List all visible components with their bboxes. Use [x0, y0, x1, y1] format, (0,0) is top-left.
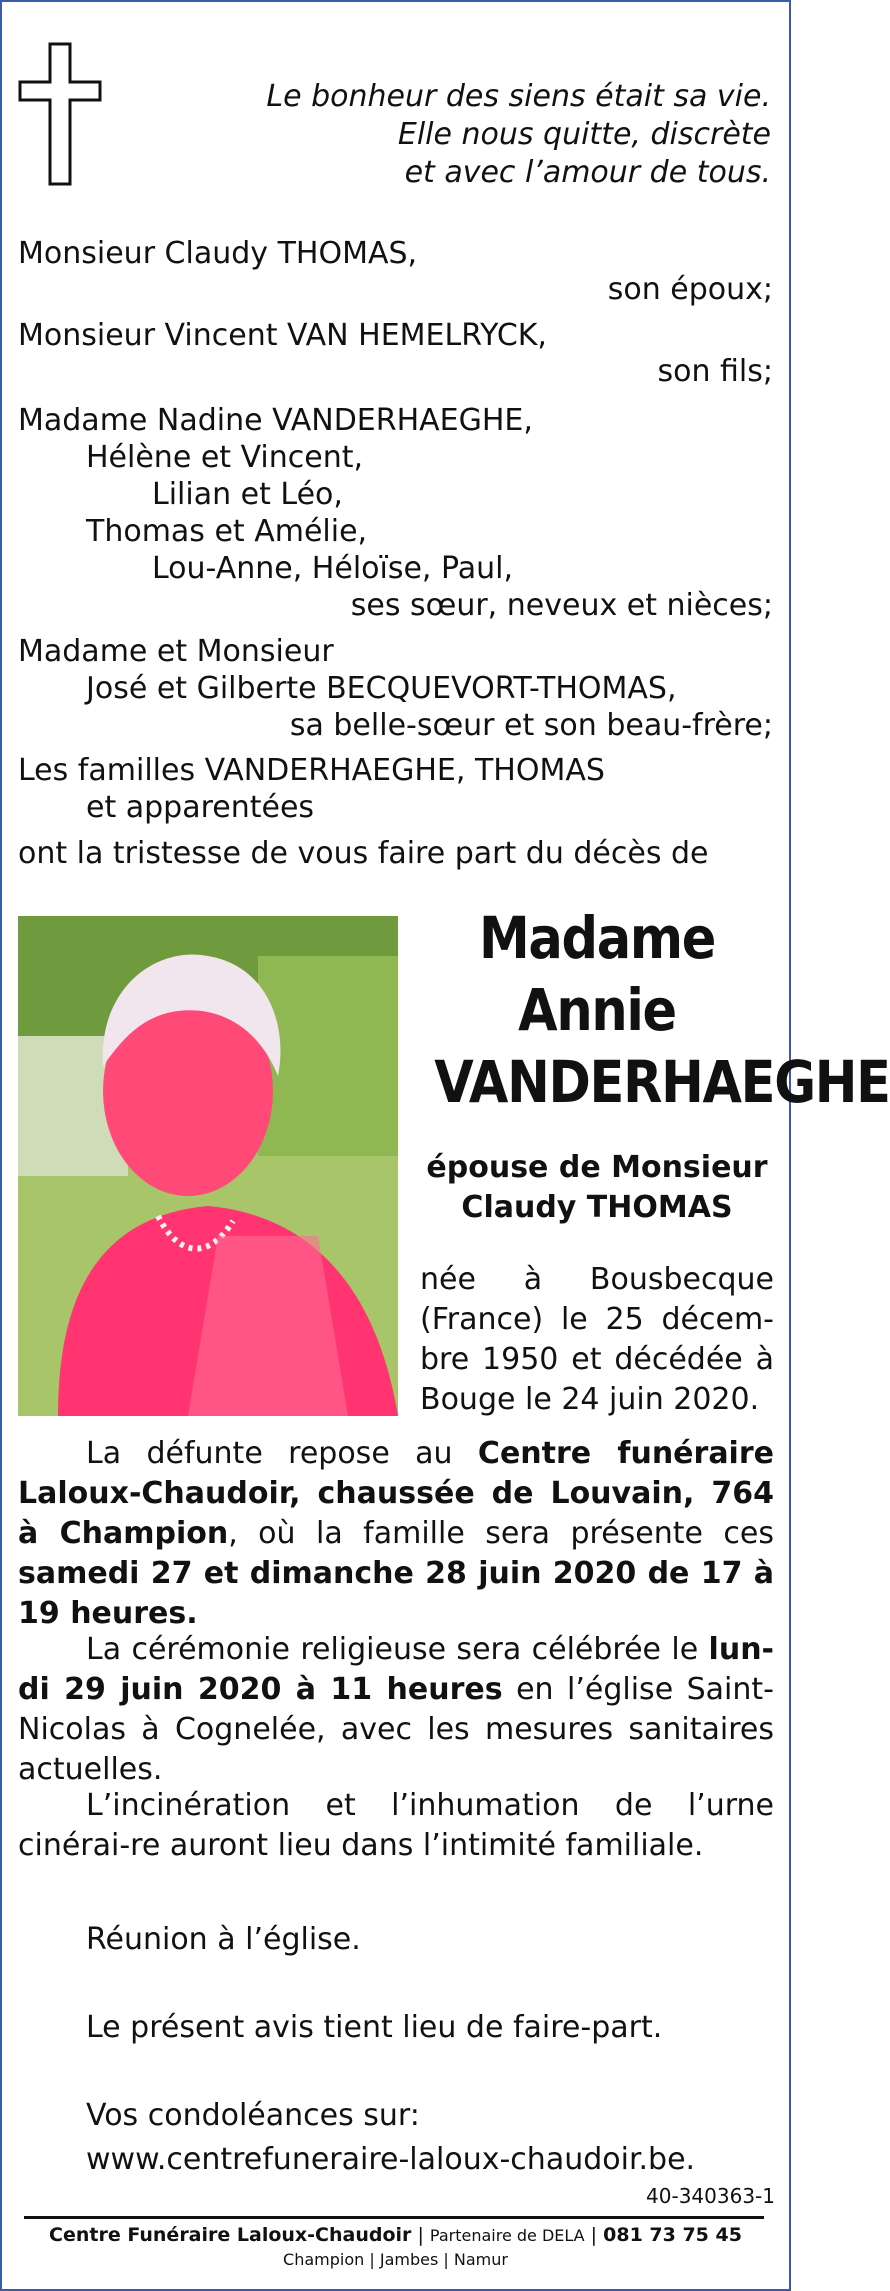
quote-line: Elle nous quitte, discrète: [397, 117, 771, 152]
separator: |: [590, 2224, 598, 2246]
footer-info: [2, 2222, 789, 2249]
condolences-url[interactable]: www.centrefuneraire-laloux-chaudoir.be.: [86, 2142, 696, 2177]
family-relation: son fils;: [657, 354, 773, 389]
deceased-last-name: VANDERHAEGHE: [434, 1048, 890, 1116]
latin-cross-icon: [18, 42, 102, 186]
family-line: Madame Nadine VANDERHAEGHE,: [18, 403, 533, 438]
birth-death-info: [420, 1260, 774, 1420]
ceremony-date-bold: lun-di 29 juin 2020 à 11 heures: [18, 1632, 774, 1707]
family-line: Hélène et Vincent,: [86, 440, 364, 475]
family-relation: sa belle-sœur et son beau-frère;: [289, 708, 773, 743]
info-line: Bouge le 24 juin 2020.: [420, 1382, 760, 1417]
deceased-name-block: [412, 902, 890, 1118]
deceased-first-name: Annie: [518, 976, 676, 1044]
cremation-paragraph: L’incinération et l’inhumation de l’urne cinérai-re auront lieu dans l’intimité familiale.: [18, 1788, 774, 1863]
family-line: Lou-Anne, Héloïse, Paul,: [152, 551, 514, 586]
footer-divider: [24, 2216, 764, 2219]
family-line: Madame et Monsieur: [18, 634, 334, 669]
notice-line: Le présent avis tient lieu de faire-part.: [86, 2010, 663, 2045]
family-line: Monsieur Claudy THOMAS,: [18, 236, 418, 271]
text-span: La cérémonie religieuse sera célébrée le: [86, 1632, 709, 1667]
family-line: José et Gilberte BECQUEVORT-THOMAS,: [86, 671, 677, 706]
funeral-home-name: Centre Funéraire Laloux-Chaudoir: [49, 2224, 412, 2246]
text-span: La défunte repose au: [86, 1436, 478, 1471]
phone-number[interactable]: 081 73 75 45: [603, 2224, 742, 2246]
family-line: Thomas et Amélie,: [86, 514, 368, 549]
info-line: bre 1950 et décédée à: [420, 1342, 774, 1377]
condolences-label: Vos condoléances sur:: [86, 2098, 420, 2133]
quote: [266, 78, 771, 192]
visitation-dates-bold: samedi 27 et dimanche 28 juin 2020 de 17 à 19 heures.: [18, 1556, 774, 1631]
deceased-title: Madame: [478, 904, 716, 972]
announcement-line: ont la tristesse de vous faire part du décès de: [18, 836, 709, 871]
ceremony-paragraph: [18, 1630, 774, 1790]
venue-bold: Centre funéraire Laloux-Chaudoir, chaussée de Louvain, 764 à Champion: [18, 1436, 774, 1551]
meeting-line: Réunion à l’église.: [86, 1922, 361, 1957]
portrait-illustration: [18, 916, 398, 1416]
footer-locations: Champion | Jambes | Namur: [283, 2250, 508, 2269]
info-line: née à Bousbecque: [420, 1262, 774, 1297]
family-line: Les familles VANDERHAEGHE, THOMAS: [18, 753, 605, 788]
spouse-line: épouse de Monsieur: [426, 1150, 768, 1185]
reference-number: 40-340363-1: [646, 2184, 775, 2208]
family-relation: ses sœur, neveux et nièces;: [350, 588, 773, 623]
info-line: (France) le 25 décem-: [420, 1302, 774, 1337]
family-relation: son époux;: [607, 272, 773, 307]
family-line: Monsieur Vincent VAN HEMELRYCK,: [18, 318, 547, 353]
separator: |: [417, 2224, 424, 2246]
text-span: en l’église Saint-Nicolas à Cognelée, avec les mesures sanitaires actuelles.: [18, 1672, 774, 1787]
spouse-block: [412, 1148, 782, 1228]
quote-line: Le bonheur des siens était sa vie.: [266, 79, 771, 114]
family-line: Lilian et Léo,: [152, 477, 343, 512]
text-span: , où la famille sera présente ces: [228, 1516, 774, 1551]
spouse-line: Claudy THOMAS: [461, 1190, 733, 1225]
quote-line: et avec l’amour de tous.: [404, 155, 771, 190]
family-line: et apparentées: [86, 790, 315, 825]
portrait-photo: [18, 916, 398, 1416]
visitation-paragraph: [18, 1434, 774, 1634]
partner-label: Partenaire de DELA: [429, 2226, 585, 2245]
